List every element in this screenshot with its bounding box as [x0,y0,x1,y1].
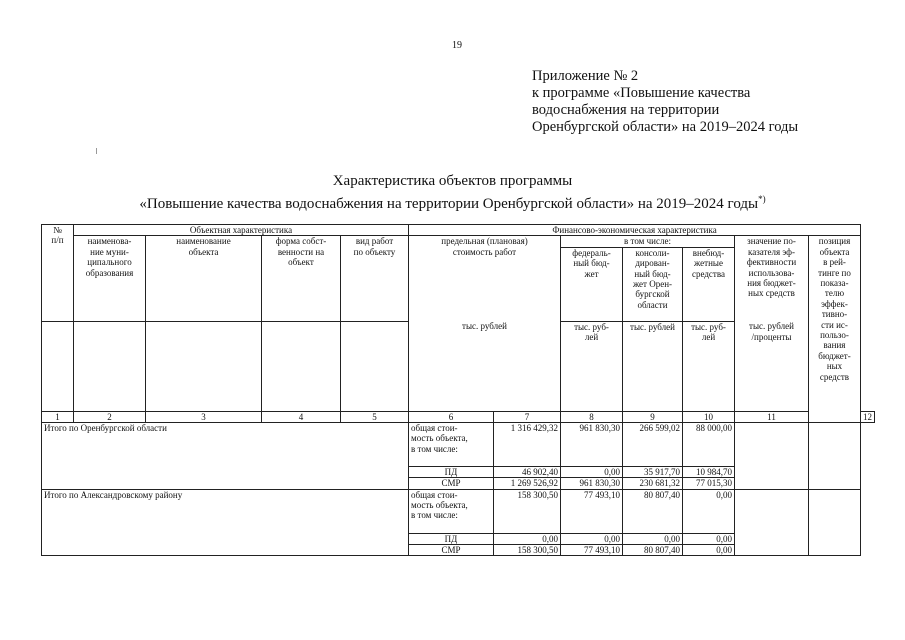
indicator-cell [735,422,809,489]
col-number: 1 [42,411,74,422]
smr-label: СМР [409,478,494,489]
pd-consolidated: 35 917,70 [623,466,683,477]
smr-limit-cost: 158 300,50 [494,545,561,556]
header-rating: позиция объекта в рей- тинге по показа- телю эффек- тивно- сти ис- пользо- вания бюджет- ных средств [809,236,861,422]
rating-cell [809,489,861,556]
unit-indicator: тыс. рублей /проценты [735,321,809,411]
total-consolidated: 80 807,40 [623,489,683,533]
col-number: 4 [262,411,341,422]
col-number: 7 [494,411,561,422]
smr-label: СМР [409,545,494,556]
pd-limit-cost: 46 902,40 [494,466,561,477]
header-object-group: Объектная характеристика [74,225,409,236]
scan-mark [96,148,97,154]
pd-extrabudget: 10 984,70 [683,466,735,477]
appendix-line: Оренбургской области» на 2019–2024 годы [532,119,799,135]
footnote-mark: *) [758,194,766,204]
document-title [0,172,905,213]
smr-consolidated: 230 681,32 [623,478,683,489]
col-number: 11 [735,411,809,422]
col-number: 5 [341,411,409,422]
page-number: 19 [452,40,462,51]
total-label: общая стои- мость объекта, в том числе: [409,422,494,466]
pd-federal: 0,00 [561,533,623,544]
header-including: в том числе: [561,236,735,247]
col-number: 9 [623,411,683,422]
pd-extrabudget: 0,00 [683,533,735,544]
title-line-1: Характеристика объектов программы [332,173,573,189]
col-number: 10 [683,411,735,422]
header-ownership-cont [262,321,341,411]
total-federal: 77 493,10 [561,489,623,533]
group-name: Итого по Оренбургской области [42,422,409,489]
table-row [42,489,875,533]
rating-cell [809,422,861,489]
total-federal: 961 830,30 [561,422,623,466]
total-label: общая стои- мость объекта, в том числе: [409,489,494,533]
total-limit-cost: 1 316 429,32 [494,422,561,466]
header-municipality-cont [74,321,146,411]
smr-extrabudget: 0,00 [683,545,735,556]
appendix-line: Приложение № 2 [532,68,639,84]
header-work-type: вид работ по объекту [341,236,409,321]
header-object-name-cont [146,321,262,411]
header-num: № п/п [42,225,74,322]
unit-federal: тыс. руб- лей [561,321,623,411]
header-limit-cost: предельная (плановая) стоимость работ [409,236,561,321]
col-number: 12 [861,411,875,422]
col-number: 2 [74,411,146,422]
smr-consolidated: 80 807,40 [623,545,683,556]
header-extrabudget: внебюд- жетные средства [683,247,735,321]
header-municipality: наименова- ние муни- ципального образования [74,236,146,321]
indicator-cell [735,489,809,556]
unit-consolidated: тыс. рублей [623,321,683,411]
header-finance-group: Финансово-экономическая характеристика [409,225,861,236]
header-num-cont [42,321,74,411]
smr-federal: 961 830,30 [561,478,623,489]
total-extrabudget: 0,00 [683,489,735,533]
column-numbers-row [42,411,875,422]
appendix-line: к программе «Повышение качества [532,85,751,101]
smr-limit-cost: 1 269 526,92 [494,478,561,489]
table-row [42,422,875,466]
title-line-2 [0,190,905,213]
smr-extrabudget: 77 015,30 [683,478,735,489]
col-number: 8 [561,411,623,422]
pd-federal: 0,00 [561,466,623,477]
pd-label: ПД [409,533,494,544]
header-work-type-cont [341,321,409,411]
unit-extrabudget: тыс. руб- лей [683,321,735,411]
header-federal: федераль- ный бюд- жет [561,247,623,321]
header-consolidated: консоли- дирован- ный бюд- жет Орен- бургской области [623,247,683,321]
unit-limit-cost: тыс. рублей [409,321,561,411]
col-number: 6 [409,411,494,422]
title-line-2-text: «Повышение качества водоснабжения на территории Оренбургской области» на 2019–2024 годы [139,196,759,212]
group-name: Итого по Александровскому району [42,489,409,556]
pd-label: ПД [409,466,494,477]
header-ownership: форма собст- венности на объект [262,236,341,321]
appendix-line: водоснабжения на территории [532,102,720,118]
pd-consolidated: 0,00 [623,533,683,544]
objects-table [41,224,875,556]
pd-limit-cost: 0,00 [494,533,561,544]
appendix-caption [532,68,798,136]
total-limit-cost: 158 300,50 [494,489,561,533]
col-number: 3 [146,411,262,422]
header-object-name: наименование объекта [146,236,262,321]
smr-federal: 77 493,10 [561,545,623,556]
total-extrabudget: 88 000,00 [683,422,735,466]
header-indicator: значение по- казателя эф- фективности использова- ния бюджет- ных средств [735,236,809,321]
total-consolidated: 266 599,02 [623,422,683,466]
